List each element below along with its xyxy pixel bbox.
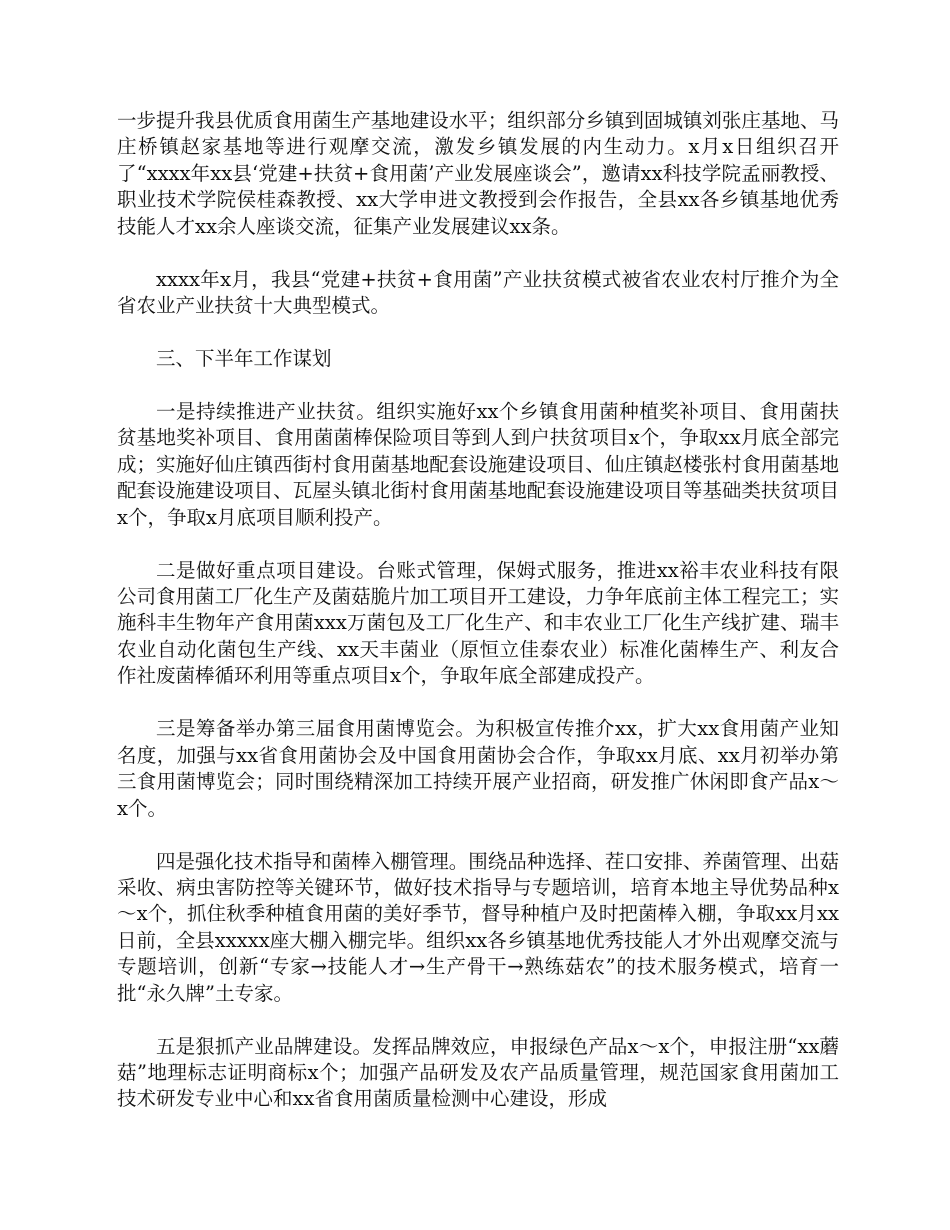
paragraph-expo: 三是筹备举办第三届食用菌博览会。为积极宣传推介xx，扩大xx食用菌产业知名度，加强与xx省食用菌协会及中国食用菌协会合作，争取xx月底、xx月初举办第三食用菌博览会；同时围绕精深加工持续开展产业招商，研发推广休闲即食产品x～x个。	[117, 717, 840, 820]
paragraph-industry-poverty-relief: 一是持续推进产业扶贫。组织实施好xx个乡镇食用菌种植奖补项目、食用菌扶贫基地奖补项目、食用菌菌棒保险项目等到人到户扶贫项目x个，争取xx月底全部完成；实施好仙庄镇西街村食用菌基地配套设施建设项目、仙庄镇赵楼张村食用菌基地配套设施建设项目、瓦屋头镇北街村食用菌基地配套设施建设项目等基础类扶贫项目x个，争取x月底项目顺利投产。	[117, 400, 839, 529]
paragraph-brand-building: 五是狠抓产业品牌建设。发挥品牌效应，申报绿色产品x～x个，申报注册“xx蘑菇”地理标志证明商标x个；加强产品研发及农产品质量管理，规范国家食用菌加工技术研发专业中心和xx省食用菌质量检测中心建设，形成	[117, 1034, 839, 1111]
paragraph-model-recognition: xxxx年x月，我县“党建+扶贫+食用菌”产业扶贫模式被省农业农村厅推介为全省农业产业扶贫十大典型模式。	[117, 267, 839, 318]
paragraph-technical-guidance: 四是强化技术指导和菌棒入棚管理。围绕品种选择、茬口安排、养菌管理、出菇采收、病虫害防控等关键环节，做好技术指导与专题培训，培育本地主导优势品种x～x个，抓住秋季种植食用菌的美好季节，督导种植户及时把菌棒入棚，争取xx月xx日前，全县xxxxx座大棚入棚完毕。组织xx各乡镇基地优秀技能人才外出观摩交流与专题培训，创新“专家→技能人才→生产骨干→熟练菇农”的技术服务模式，培育一批“永久牌”土专家。	[117, 849, 839, 1005]
document-page	[117, 108, 839, 1139]
paragraph-key-projects: 二是做好重点项目建设。台账式管理，保姆式服务，推进xx裕丰农业科技有限公司食用菌工厂化生产及菌菇脆片加工项目开工建设，力争年底前主体工程完工；实施科丰生物年产食用菌xxx万菌包及工厂化生产、和丰农业工厂化生产线扩建、瑞丰农业自动化菌包生产线、xx天丰菌业（原恒立佳泰农业）标准化菌棒生产、利友合作社废菌棒循环利用等重点项目x个，争取年底全部建成投产。	[117, 558, 839, 688]
section-heading-second-half-plan: 三、下半年工作谋划	[156, 347, 332, 371]
paragraph-meeting-summary: 一步提升我县优质食用菌生产基地建设水平；组织部分乡镇到固城镇刘张庄基地、马庄桥镇赵家基地等进行观摩交流，激发乡镇发展的内生动力。x月x日组织召开了“xxxx年xx县‘党建+扶贫+食用菌’产业发展座谈会”，邀请xx科技学院孟丽教授、职业技术学院侯桂森教授、xx大学申进文教授到会作报告，全县xx各乡镇基地优秀技能人才xx余人座谈交流，征集产业发展建议xx条。	[117, 109, 839, 238]
